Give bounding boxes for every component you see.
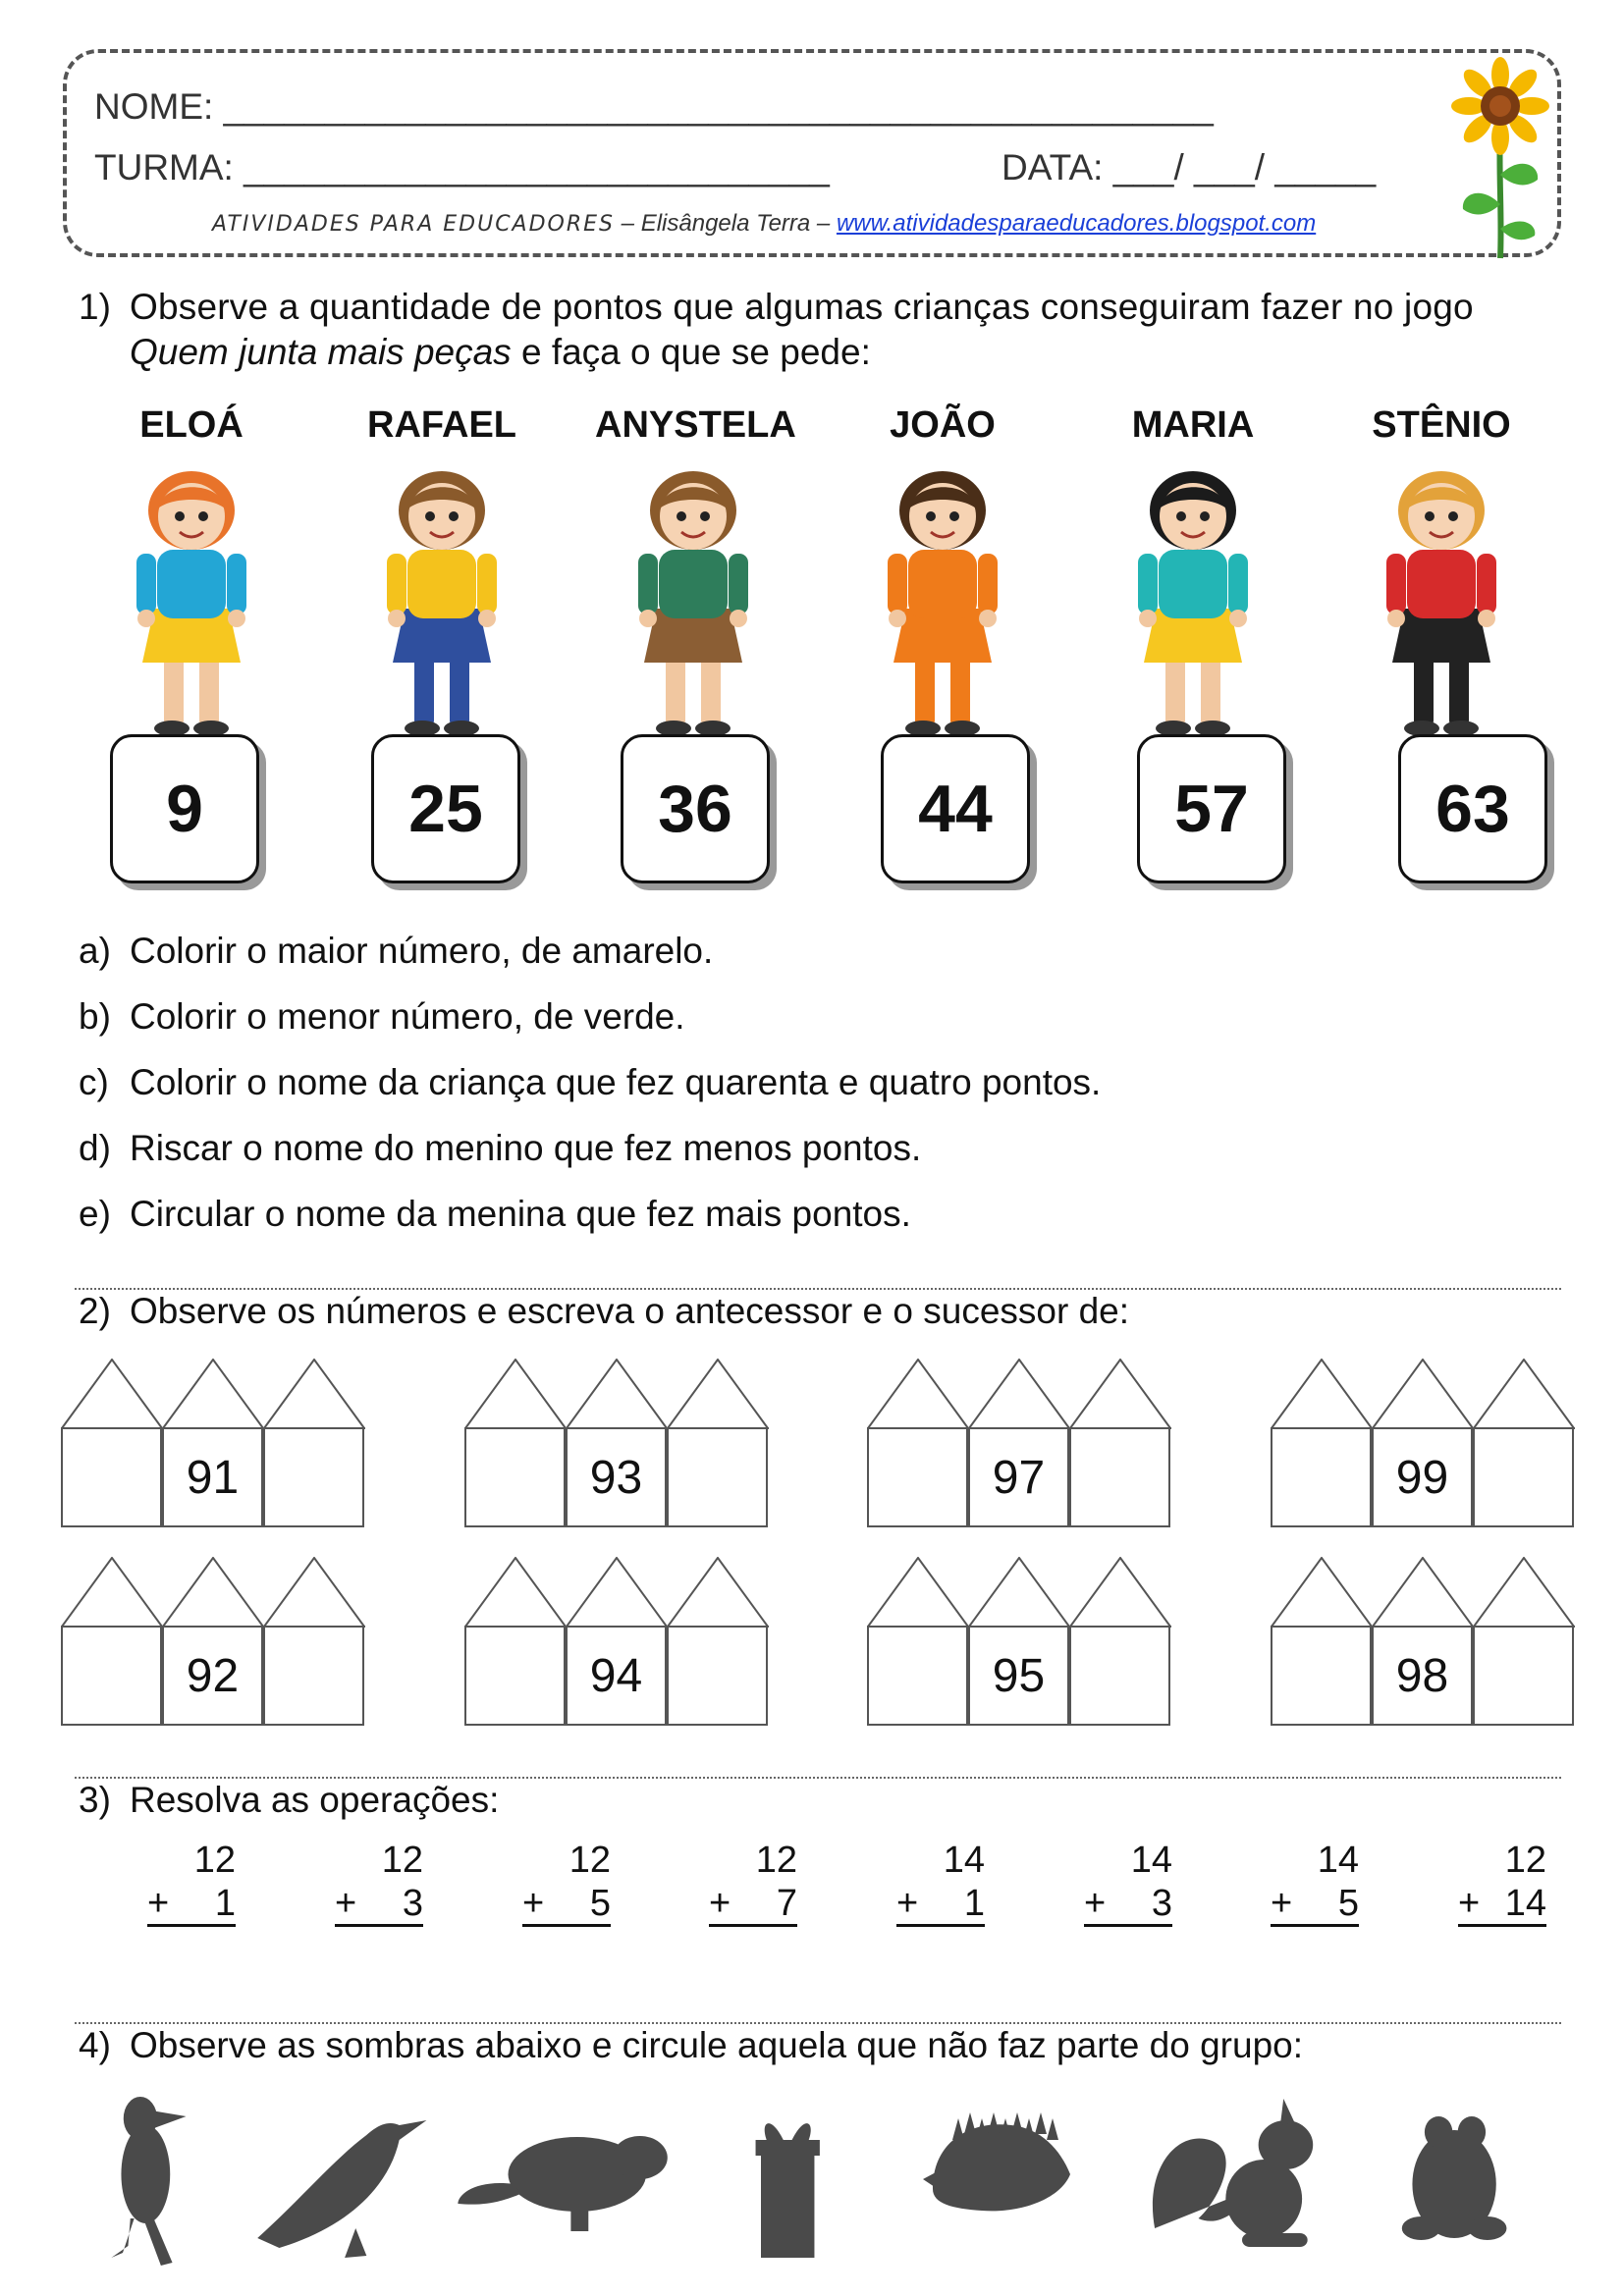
first-addend: 12 [1504,1840,1546,1881]
house-roof-icon [867,1359,1171,1429]
first-addend: 12 [568,1840,611,1881]
question-2-number: 2) [79,1291,111,1331]
number-cell: 91 [162,1427,263,1527]
item-text: Colorir o maior número, de amarelo. [130,931,714,971]
question-1-item [79,931,713,972]
plus-sign: + [147,1883,170,1924]
second-addend-row [1084,1883,1172,1927]
successor-cell[interactable] [1069,1427,1170,1527]
successor-cell[interactable] [667,1427,768,1527]
addition-operation[interactable] [335,1840,423,1924]
first-addend: 14 [943,1840,985,1881]
question-2-text: Observe os números e escreva o antecessor e o sucessor de: [130,1291,1130,1331]
second-addend-row [335,1883,423,1927]
house-roof-icon [1271,1557,1575,1628]
plus-sign: + [1084,1883,1107,1924]
question-1-item [79,1062,1101,1103]
house-roof-icon [61,1557,365,1628]
second-addend: 5 [589,1883,611,1924]
question-1-text: Observe a quantidade de pontos que algumas crianças conseguiram fazer no jogo [130,287,1474,327]
credit-line [212,210,1316,238]
second-addend-row [709,1883,797,1927]
item-letter: c) [79,1062,109,1102]
addition-operation[interactable] [896,1840,985,1924]
predecessor-cell[interactable] [867,1626,968,1726]
operations-row [0,1840,1624,1938]
question-3-number: 3) [79,1780,111,1820]
house-roof-icon [464,1557,769,1628]
second-addend-row [1458,1883,1546,1927]
second-addend-row [896,1883,985,1927]
second-addend: 7 [776,1883,797,1924]
second-addend: 3 [402,1883,423,1924]
name-line[interactable]: NOME: _________________________________________________ [94,86,1214,127]
number-house [464,1557,769,1726]
question-4-number: 4) [79,2025,111,2065]
house-roof-icon [61,1359,365,1429]
second-addend-row [1271,1883,1359,1927]
second-addend: 14 [1504,1883,1546,1924]
question-1-item [79,996,685,1038]
kid-name-6[interactable]: STÊNIO [1372,404,1511,446]
kid-name-3[interactable]: ANYSTELA [595,404,796,446]
plus-sign: + [1271,1883,1293,1924]
question-4-text: Observe as sombras abaixo e circule aquela que não faz parte do grupo: [130,2025,1304,2065]
number-house [1271,1359,1575,1527]
number-cell: 99 [1372,1427,1473,1527]
score-box-6[interactable]: 63 [1398,734,1547,883]
predecessor-cell[interactable] [1271,1427,1372,1527]
house-roof-icon [867,1557,1171,1628]
number-cell: 98 [1372,1626,1473,1726]
first-addend: 12 [381,1840,423,1881]
predecessor-cell[interactable] [464,1427,566,1527]
kid-name-2[interactable]: RAFAEL [367,404,516,446]
child-illustration-icon [854,452,1031,736]
item-text: Riscar o nome do menino que fez menos pontos. [130,1128,922,1168]
second-addend-row [147,1883,236,1927]
hedgehog-silhouette-icon[interactable] [913,2081,1090,2277]
item-letter: d) [79,1128,111,1168]
question-3-text: Resolva as operações: [130,1780,500,1820]
item-letter: b) [79,996,111,1037]
item-letter: a) [79,931,111,971]
number-house [61,1557,365,1726]
item-text: Colorir o menor número, de verde. [130,996,685,1037]
addition-operation[interactable] [522,1840,611,1924]
number-cell: 94 [566,1626,667,1726]
date-line[interactable]: DATA: ___/ ___/ _____ [1001,147,1377,187]
addition-operation[interactable] [1458,1840,1546,1924]
successor-cell[interactable] [1473,1626,1574,1726]
score-box-1[interactable]: 9 [110,734,259,883]
addition-operation[interactable] [1084,1840,1172,1924]
second-addend-row [522,1883,611,1927]
number-cell: 92 [162,1626,263,1726]
addition-operation[interactable] [1271,1840,1359,1924]
kid-name-4[interactable]: JOÃO [890,404,996,446]
successor-cell[interactable] [667,1626,768,1726]
predecessor-cell[interactable] [867,1427,968,1527]
question-1-item [79,1128,921,1169]
question-3 [79,1778,499,1823]
child-illustration-icon [1105,452,1281,736]
brand-name: ATIVIDADES PARA EDUCADORES [212,212,616,237]
addition-operation[interactable] [709,1840,797,1924]
item-text: Colorir o nome da criança que fez quarenta e quatro pontos. [130,1062,1102,1102]
number-cell: 95 [968,1626,1069,1726]
crow-silhouette-icon[interactable] [88,2081,226,2277]
question-4 [79,2023,1303,2068]
first-addend: 12 [755,1840,797,1881]
author-name: – Elisângela Terra – [615,210,837,237]
question-2 [79,1289,1129,1334]
class-line[interactable]: TURMA: _____________________________ [94,147,830,187]
question-1-item [79,1194,911,1235]
plus-sign: + [335,1883,357,1924]
item-letter: e) [79,1194,111,1234]
frog-silhouette-icon[interactable] [1384,2081,1542,2277]
first-addend: 14 [1130,1840,1172,1881]
second-addend: 1 [963,1883,985,1924]
number-house [867,1359,1171,1527]
question-1: 1) Observe a quantidade de pontos que algumas crianças conseguiram fazer no jogo Quem junta mais peças e faça o que se pede: [79,287,1474,372]
kid-name-5[interactable]: MARIA [1131,404,1255,446]
second-addend: 5 [1337,1883,1359,1924]
second-addend: 3 [1151,1883,1172,1924]
houses-grid [0,1359,1624,1751]
plus-sign: + [709,1883,731,1924]
successor-cell[interactable] [1069,1626,1170,1726]
score-box-4[interactable]: 44 [881,734,1030,883]
blog-link[interactable]: www.atividadesparaeducadores.blogspot.com [836,210,1317,237]
kid-name-1[interactable]: ELOÁ [139,404,244,446]
squirrel-silhouette-icon[interactable] [1144,2081,1340,2277]
successor-cell[interactable] [263,1626,364,1726]
plus-sign: + [1458,1883,1481,1924]
child-illustration-icon [1353,452,1530,736]
score-box-2[interactable]: 25 [371,734,520,883]
child-illustration-icon [605,452,782,736]
first-addend: 12 [193,1840,236,1881]
predecessor-cell[interactable] [61,1427,162,1527]
kids-row [0,402,1624,893]
successor-cell[interactable] [1473,1427,1574,1527]
item-text: Circular o nome da menina que fez mais pontos. [130,1194,911,1234]
child-illustration-icon [103,452,280,736]
number-house [61,1359,365,1527]
number-house [464,1359,769,1527]
plus-sign: + [896,1883,919,1924]
successor-cell[interactable] [263,1427,364,1527]
house-roof-icon [464,1359,769,1429]
addition-operation[interactable] [147,1840,236,1924]
score-box-3[interactable]: 36 [621,734,770,883]
shadows-row [0,2081,1624,2277]
sunflower-icon [1451,57,1549,263]
first-addend: 14 [1317,1840,1359,1881]
gift-silhouette-icon[interactable] [727,2081,864,2277]
plus-sign: + [522,1883,545,1924]
child-illustration-icon [353,452,530,736]
beaver-silhouette-icon[interactable] [452,2081,677,2277]
number-cell: 93 [566,1427,667,1527]
predecessor-cell[interactable] [1271,1626,1372,1726]
number-house [1271,1557,1575,1726]
number-house [867,1557,1171,1726]
score-box-5[interactable]: 57 [1137,734,1286,883]
bird-silhouette-icon[interactable] [236,2081,432,2277]
game-name: Quem junta mais peças [130,332,512,372]
second-addend: 1 [214,1883,236,1924]
number-cell: 97 [968,1427,1069,1527]
predecessor-cell[interactable] [464,1626,566,1726]
question-1-number: 1) [79,287,111,327]
house-roof-icon [1271,1359,1575,1429]
predecessor-cell[interactable] [61,1626,162,1726]
